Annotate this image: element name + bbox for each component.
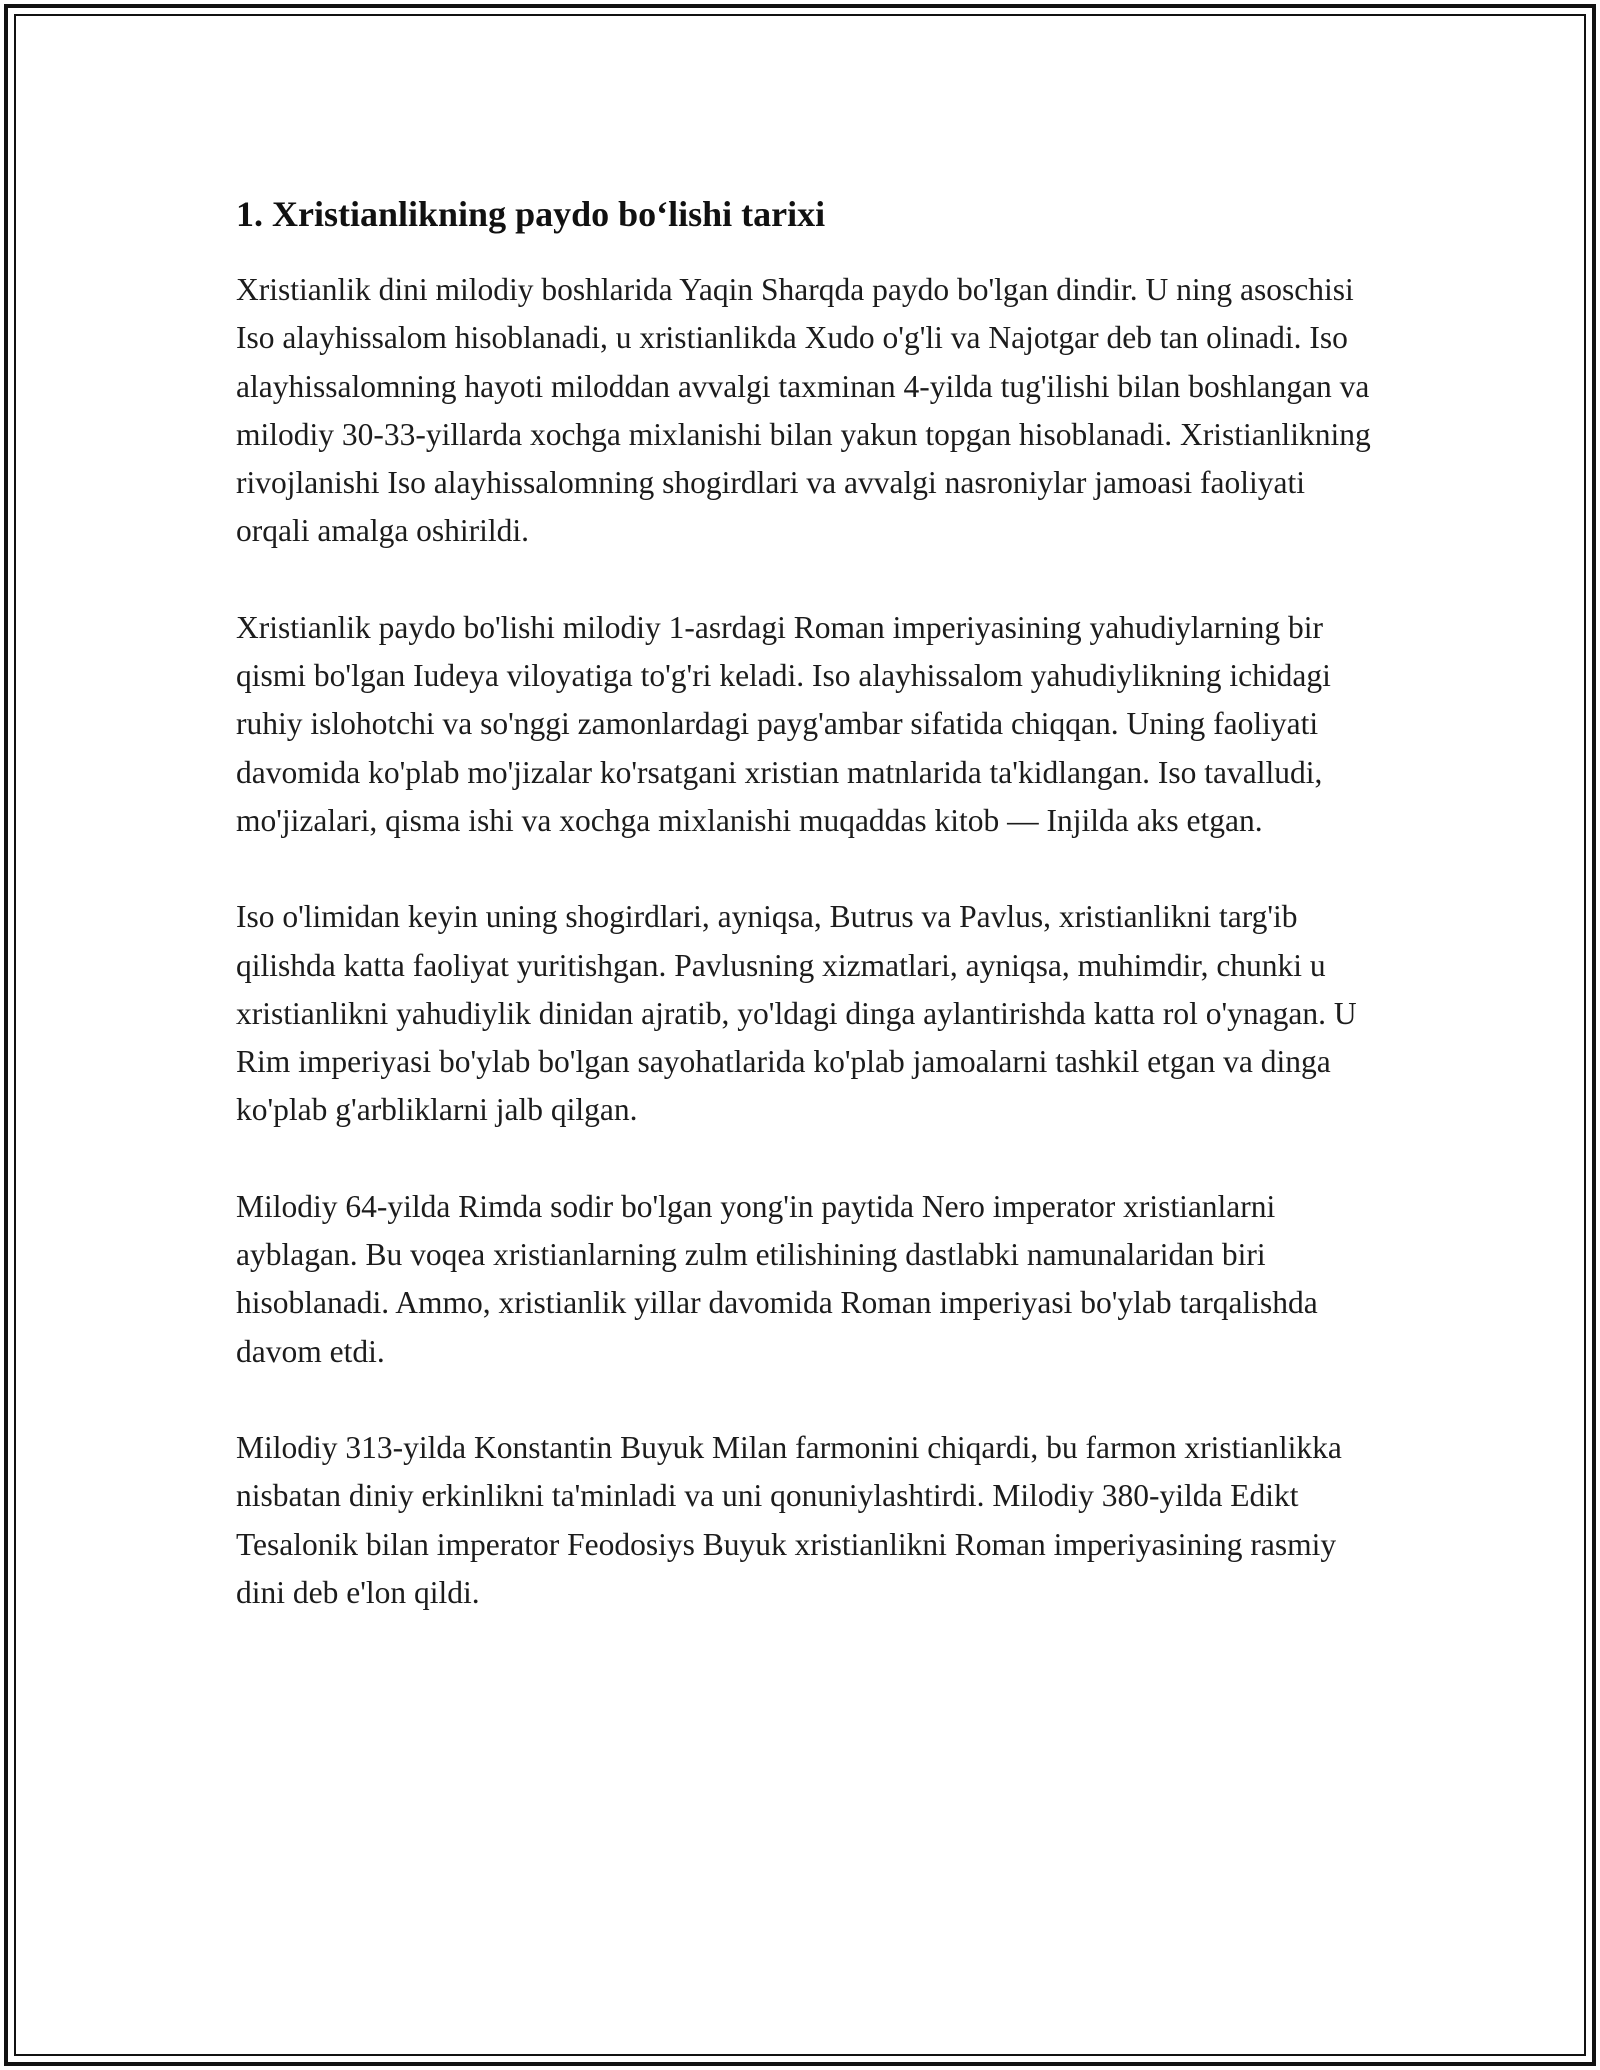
paragraph-4: Milodiy 64-yilda Rimda sodir bo'lgan yong'in paytida Nero imperator xristianlarni ayblagan. Bu voqea xristianlarning zulm etilishining dastlabki namunalaridan biri hisoblanadi. Ammo, xristianlik yillar davomida Roman imperiyasi bo'ylab tarqalishda davom etdi. xyxy=(236,1188,1318,1369)
section-heading: 1. Xristianlikning paydo bo‘lishi tarixi xyxy=(236,194,826,234)
paragraph-5: Milodiy 313-yilda Konstantin Buyuk Milan farmonini chiqardi, bu farmon xristianlikka nisbatan diniy erkinlikni ta'minladi va uni qonuniylashtirdi. Milodiy 380-yilda Edikt Tesalonik bilan imperator Feodosiys Buyuk xristianlikni Roman imperiyasining rasmiy dini deb e'lon qildi. xyxy=(236,1429,1342,1610)
paragraph-2: Xristianlik paydo bo'lishi milodiy 1-asrdagi Roman imperiyasining yahudiylarning bir qismi bo'lgan Iudeya viloyatiga to'g'ri keladi. Iso alayhissalom yahudiylikning ichidagi ruhiy islohotchi va so'nggi zamonlardagi payg'ambar sifatida chiqqan. Uning faoliyati davomida ko'plab mo'jizalar ko'rsatgani xristian matnlarida ta'kidlangan. Iso tavalludi, mo'jizalari, qisma ishi va xochga mixlanishi muqaddas kitob — Injilda aks etgan. xyxy=(236,609,1331,838)
paragraph-3: Iso o'limidan keyin uning shogirdlari, ayniqsa, Butrus va Pavlus, xristianlikni targ'ib qilishda katta faoliyat yuritishgan. Pavlusning xizmatlari, ayniqsa, muhimdir, chunki u xristianlikni yahudiylik dinidan ajratib, yo'ldagi dinga aylantirishda katta rol o'ynagan. U Rim imperiyasi bo'ylab bo'lgan sayohatlarida ko'plab jamoalarni tashkil etgan va dinga ko'plab g'arbliklarni jalb qilgan. xyxy=(236,899,1357,1128)
paragraph-1: Xristianlik dini milodiy boshlarida Yaqin Sharqda paydo bo'lgan dindir. U ning asoschisi Iso alayhissalom hisoblanadi, u xristianlikda Xudo o'g'li va Najotgar deb tan olinadi. Iso alayhissalomning hayoti miloddan avvalgi taxminan 4-yilda tug'ilishi bilan boshlangan va milodiy 30-33-yillarda xochga mixlanishi bilan yakun topgan hisoblanadi. Xristianlikning rivojlanishi Iso alayhissalomning shogirdlari va avvalgi nasroniylar jamoasi faoliyati orqali amalga oshirildi. xyxy=(236,272,1371,549)
document-body xyxy=(236,188,1376,1665)
